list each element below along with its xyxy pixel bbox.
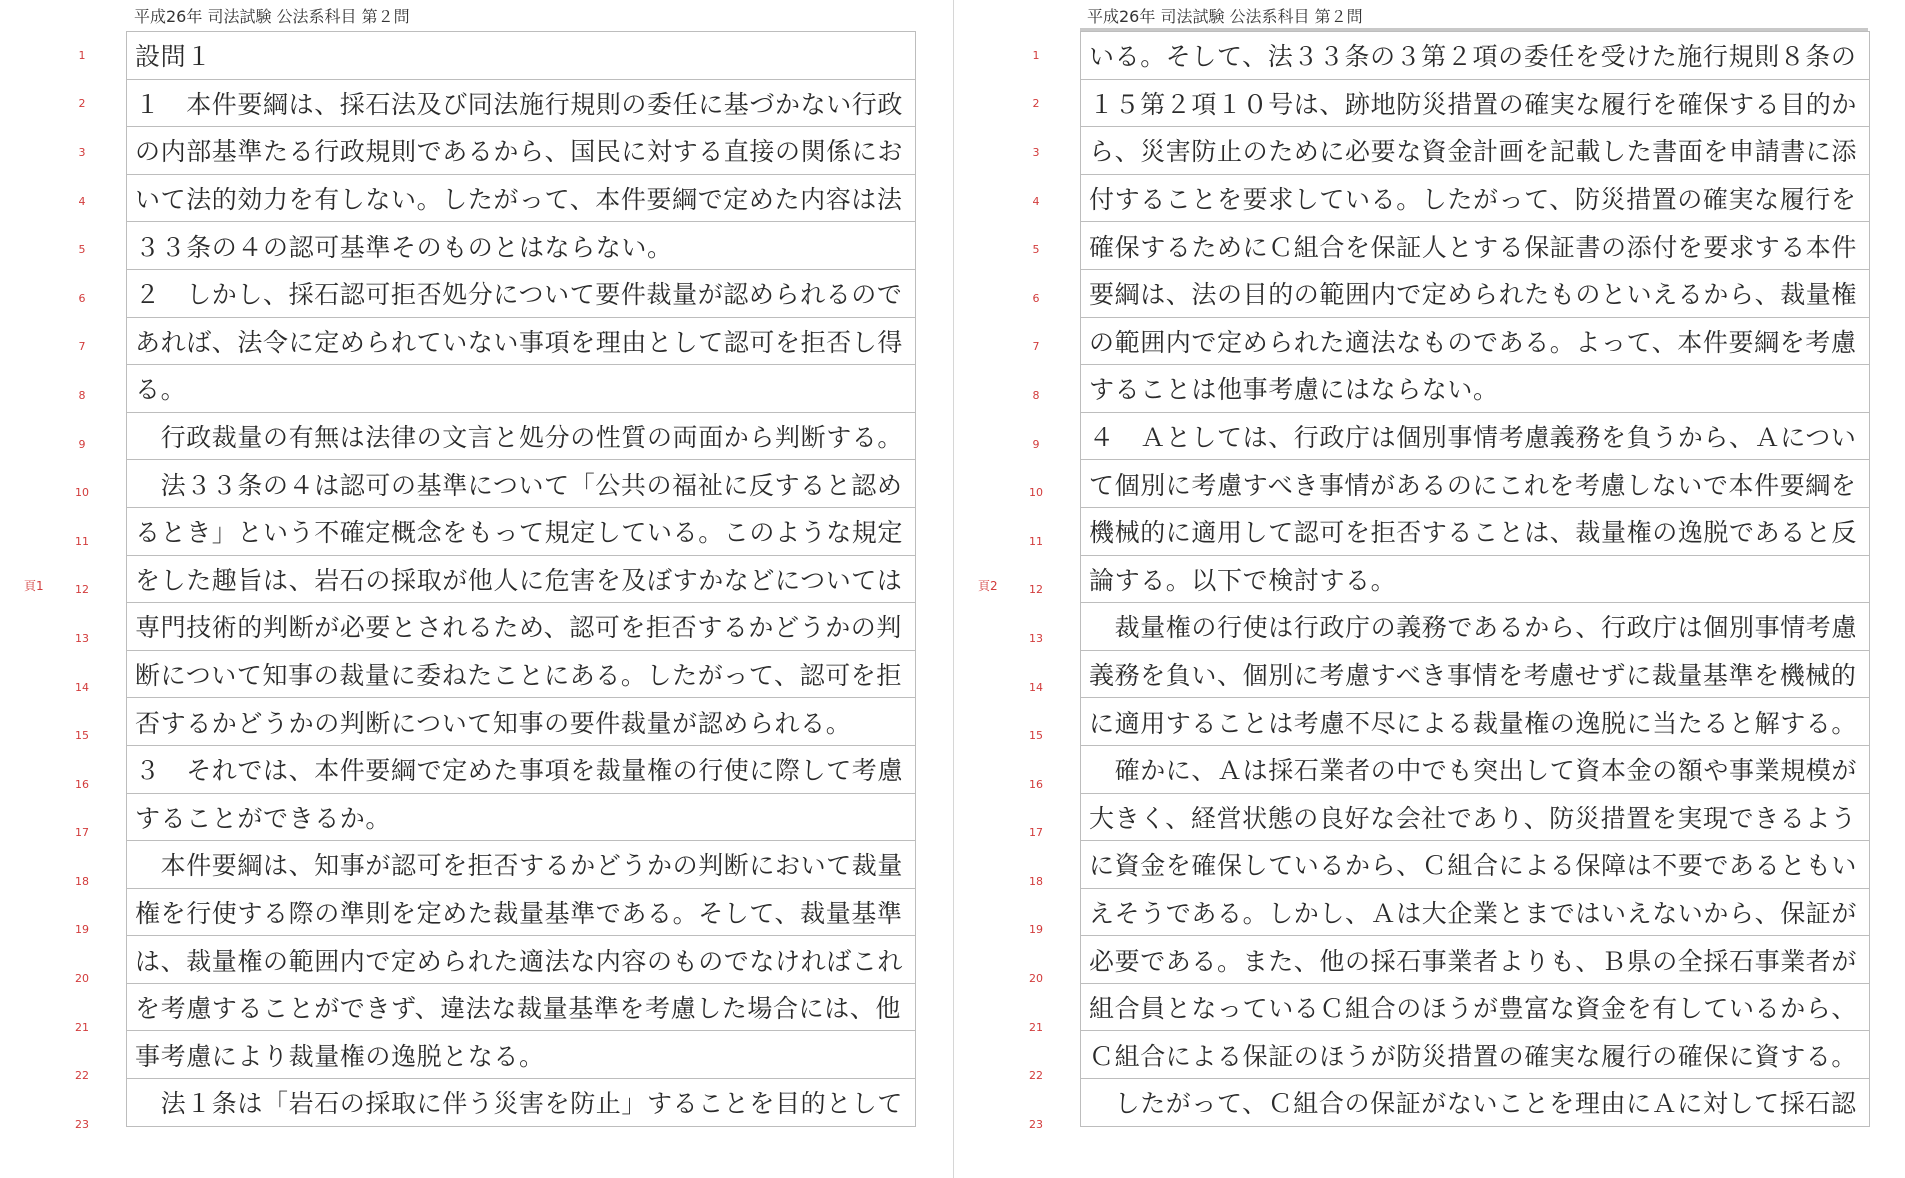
text-line: ら、災害防止のために必要な資金計画を記載した書面を申請書に添 — [1081, 127, 1869, 175]
answer-sheet-page-2 — [953, 0, 1905, 1178]
line-number: 16 — [75, 777, 89, 791]
text-line: 権を行使する際の準則を定めた裁量基準である。そして、裁量基準 — [127, 889, 915, 937]
line-number-gutter — [52, 31, 112, 1149]
text-line: 機械的に適用して認可を拒否することは、裁量権の逸脱であると反 — [1081, 508, 1869, 556]
text-line: 確保するためにＣ組合を保証人とする保証書の添付を要求する本件 — [1081, 222, 1869, 270]
text-line: 必要である。また、他の採石事業者よりも、Ｂ県の全採石事業者が — [1081, 936, 1869, 984]
text-line: は、裁量権の範囲内で定められた適法な内容のものでなければこれ — [127, 936, 915, 984]
line-number: 9 — [78, 437, 86, 451]
line-number: 2 — [1032, 97, 1040, 111]
line-number: 20 — [1029, 972, 1043, 986]
line-number: 7 — [1032, 340, 1040, 354]
text-line: いて法的効力を有しない。したがって、本件要綱で定めた内容は法 — [127, 175, 915, 223]
text-line: することができるか。 — [127, 794, 915, 842]
line-number: 20 — [75, 972, 89, 986]
line-number: 23 — [1029, 1117, 1043, 1131]
text-line: 要綱は、法の目的の範囲内で定められたものといえるから、裁量権 — [1081, 270, 1869, 318]
line-number: 5 — [78, 243, 86, 257]
line-number: 4 — [1032, 194, 1040, 208]
text-line: 義務を負い、個別に考慮すべき事情を考慮せずに裁量基準を機械的 — [1081, 651, 1869, 699]
text-line: 組合員となっているＣ組合のほうが豊富な資金を有しているから、 — [1081, 984, 1869, 1032]
writing-grid — [126, 31, 916, 1127]
line-number: 3 — [1032, 145, 1040, 159]
line-number: 1 — [1032, 48, 1040, 62]
text-line: に適用することは考慮不尽による裁量権の逸脱に当たると解する。 — [1081, 698, 1869, 746]
text-line: することは他事考慮にはならない。 — [1081, 365, 1869, 413]
line-number: 21 — [1029, 1020, 1043, 1034]
text-line: 裁量権の行使は行政庁の義務であるから、行政庁は個別事情考慮 — [1081, 603, 1869, 651]
line-number: 19 — [1029, 923, 1043, 937]
text-line: 法３３条の４は認可の基準について「公共の福祉に反すると認め — [127, 460, 915, 508]
text-line: を考慮することができず、違法な裁量基準を考慮した場合には、他 — [127, 984, 915, 1032]
text-line: 付することを要求している。したがって、防災措置の確実な履行を — [1081, 175, 1869, 223]
text-line: をした趣旨は、岩石の採取が他人に危害を及ぼすかなどについては — [127, 556, 915, 604]
line-number: 19 — [75, 923, 89, 937]
text-line: 設問１ — [127, 32, 915, 80]
text-line: の内部基準たる行政規則であるから、国民に対する直接の関係にお — [127, 127, 915, 175]
text-line: えそうである。しかし、Ａは大企業とまではいえないから、保証が — [1081, 889, 1869, 937]
line-number: 15 — [1029, 729, 1043, 743]
text-line: Ｃ組合による保証のほうが防災措置の確実な履行の確保に資する。 — [1081, 1031, 1869, 1079]
page-header: 平成26年 司法試験 公法系科目 第２問 — [1087, 7, 1363, 26]
line-number: 22 — [1029, 1069, 1043, 1083]
text-line: １ 本件要綱は、採石法及び同法施行規則の委任に基づかない行政 — [127, 80, 915, 128]
line-number: 13 — [75, 631, 89, 645]
line-number: 18 — [75, 874, 89, 888]
line-number: 8 — [78, 388, 86, 402]
line-number: 15 — [75, 729, 89, 743]
text-line: ２ しかし、採石認可拒否処分について要件裁量が認められるので — [127, 270, 915, 318]
line-number: 10 — [75, 486, 89, 500]
page-label: 頁1 — [24, 579, 44, 593]
page-header: 平成26年 司法試験 公法系科目 第２問 — [134, 7, 410, 26]
line-number: 23 — [75, 1117, 89, 1131]
text-line: る。 — [127, 365, 915, 413]
text-line: ３３条の４の認可基準そのものとはならない。 — [127, 222, 915, 270]
page-label: 頁2 — [978, 579, 998, 593]
line-number: 17 — [75, 826, 89, 840]
line-number: 11 — [75, 534, 89, 548]
line-number-gutter — [1006, 31, 1066, 1149]
writing-grid — [1080, 31, 1870, 1127]
line-number: 6 — [1032, 291, 1040, 305]
text-line: 事考慮により裁量権の逸脱となる。 — [127, 1031, 915, 1079]
text-line: に資金を確保しているから、Ｃ組合による保障は不要であるともい — [1081, 841, 1869, 889]
text-line: るとき」という不確定概念をもって規定している。このような規定 — [127, 508, 915, 556]
text-line: 大きく、経営状態の良好な会社であり、防災措置を実現できるよう — [1081, 794, 1869, 842]
line-number: 1 — [78, 48, 86, 62]
text-line: 専門技術的判断が必要とされるため、認可を拒否するかどうかの判 — [127, 603, 915, 651]
text-line: 断について知事の裁量に委ねたことにある。したがって、認可を拒 — [127, 651, 915, 699]
text-line: 行政裁量の有無は法律の文言と処分の性質の両面から判断する。 — [127, 413, 915, 461]
line-number: 12 — [1029, 583, 1043, 597]
line-number: 2 — [78, 97, 86, 111]
line-number: 9 — [1032, 437, 1040, 451]
text-line: あれば、法令に定められていない事項を理由として認可を拒否し得 — [127, 318, 915, 366]
line-number: 7 — [78, 340, 86, 354]
line-number: 17 — [1029, 826, 1043, 840]
line-number: 18 — [1029, 874, 1043, 888]
text-line: ４ Ａとしては、行政庁は個別事情考慮義務を負うから、Ａについ — [1081, 413, 1869, 461]
line-number: 16 — [1029, 777, 1043, 791]
text-line: の範囲内で定められた適法なものである。よって、本件要綱を考慮 — [1081, 318, 1869, 366]
line-number: 21 — [75, 1020, 89, 1034]
line-number: 3 — [78, 145, 86, 159]
text-line: 否するかどうかの判断について知事の要件裁量が認められる。 — [127, 698, 915, 746]
line-number: 22 — [75, 1069, 89, 1083]
text-line: て個別に考慮すべき事情があるのにこれを考慮しないで本件要綱を — [1081, 460, 1869, 508]
line-number: 13 — [1029, 631, 1043, 645]
line-number: 6 — [78, 291, 86, 305]
answer-sheet-page-1 — [0, 0, 952, 1178]
text-line: したがって、Ｃ組合の保証がないことを理由にＡに対して採石認 — [1081, 1079, 1869, 1127]
text-line: 論する。以下で検討する。 — [1081, 556, 1869, 604]
text-line: 確かに、Ａは採石業者の中でも突出して資本金の額や事業規模が — [1081, 746, 1869, 794]
line-number: 8 — [1032, 388, 1040, 402]
text-line: ３ それでは、本件要綱で定めた事項を裁量権の行使に際して考慮 — [127, 746, 915, 794]
line-number: 10 — [1029, 486, 1043, 500]
line-number: 11 — [1029, 534, 1043, 548]
line-number: 12 — [75, 583, 89, 597]
text-line: １５第２項１０号は、跡地防災措置の確実な履行を確保する目的か — [1081, 80, 1869, 128]
text-line: 本件要綱は、知事が認可を拒否するかどうかの判断において裁量 — [127, 841, 915, 889]
line-number: 14 — [1029, 680, 1043, 694]
line-number: 4 — [78, 194, 86, 208]
line-number: 14 — [75, 680, 89, 694]
text-line: 法１条は「岩石の採取に伴う災害を防止」することを目的として — [127, 1079, 915, 1127]
text-line: いる。そして、法３３条の３第２項の委任を受けた施行規則８条の — [1081, 32, 1869, 80]
line-number: 5 — [1032, 243, 1040, 257]
